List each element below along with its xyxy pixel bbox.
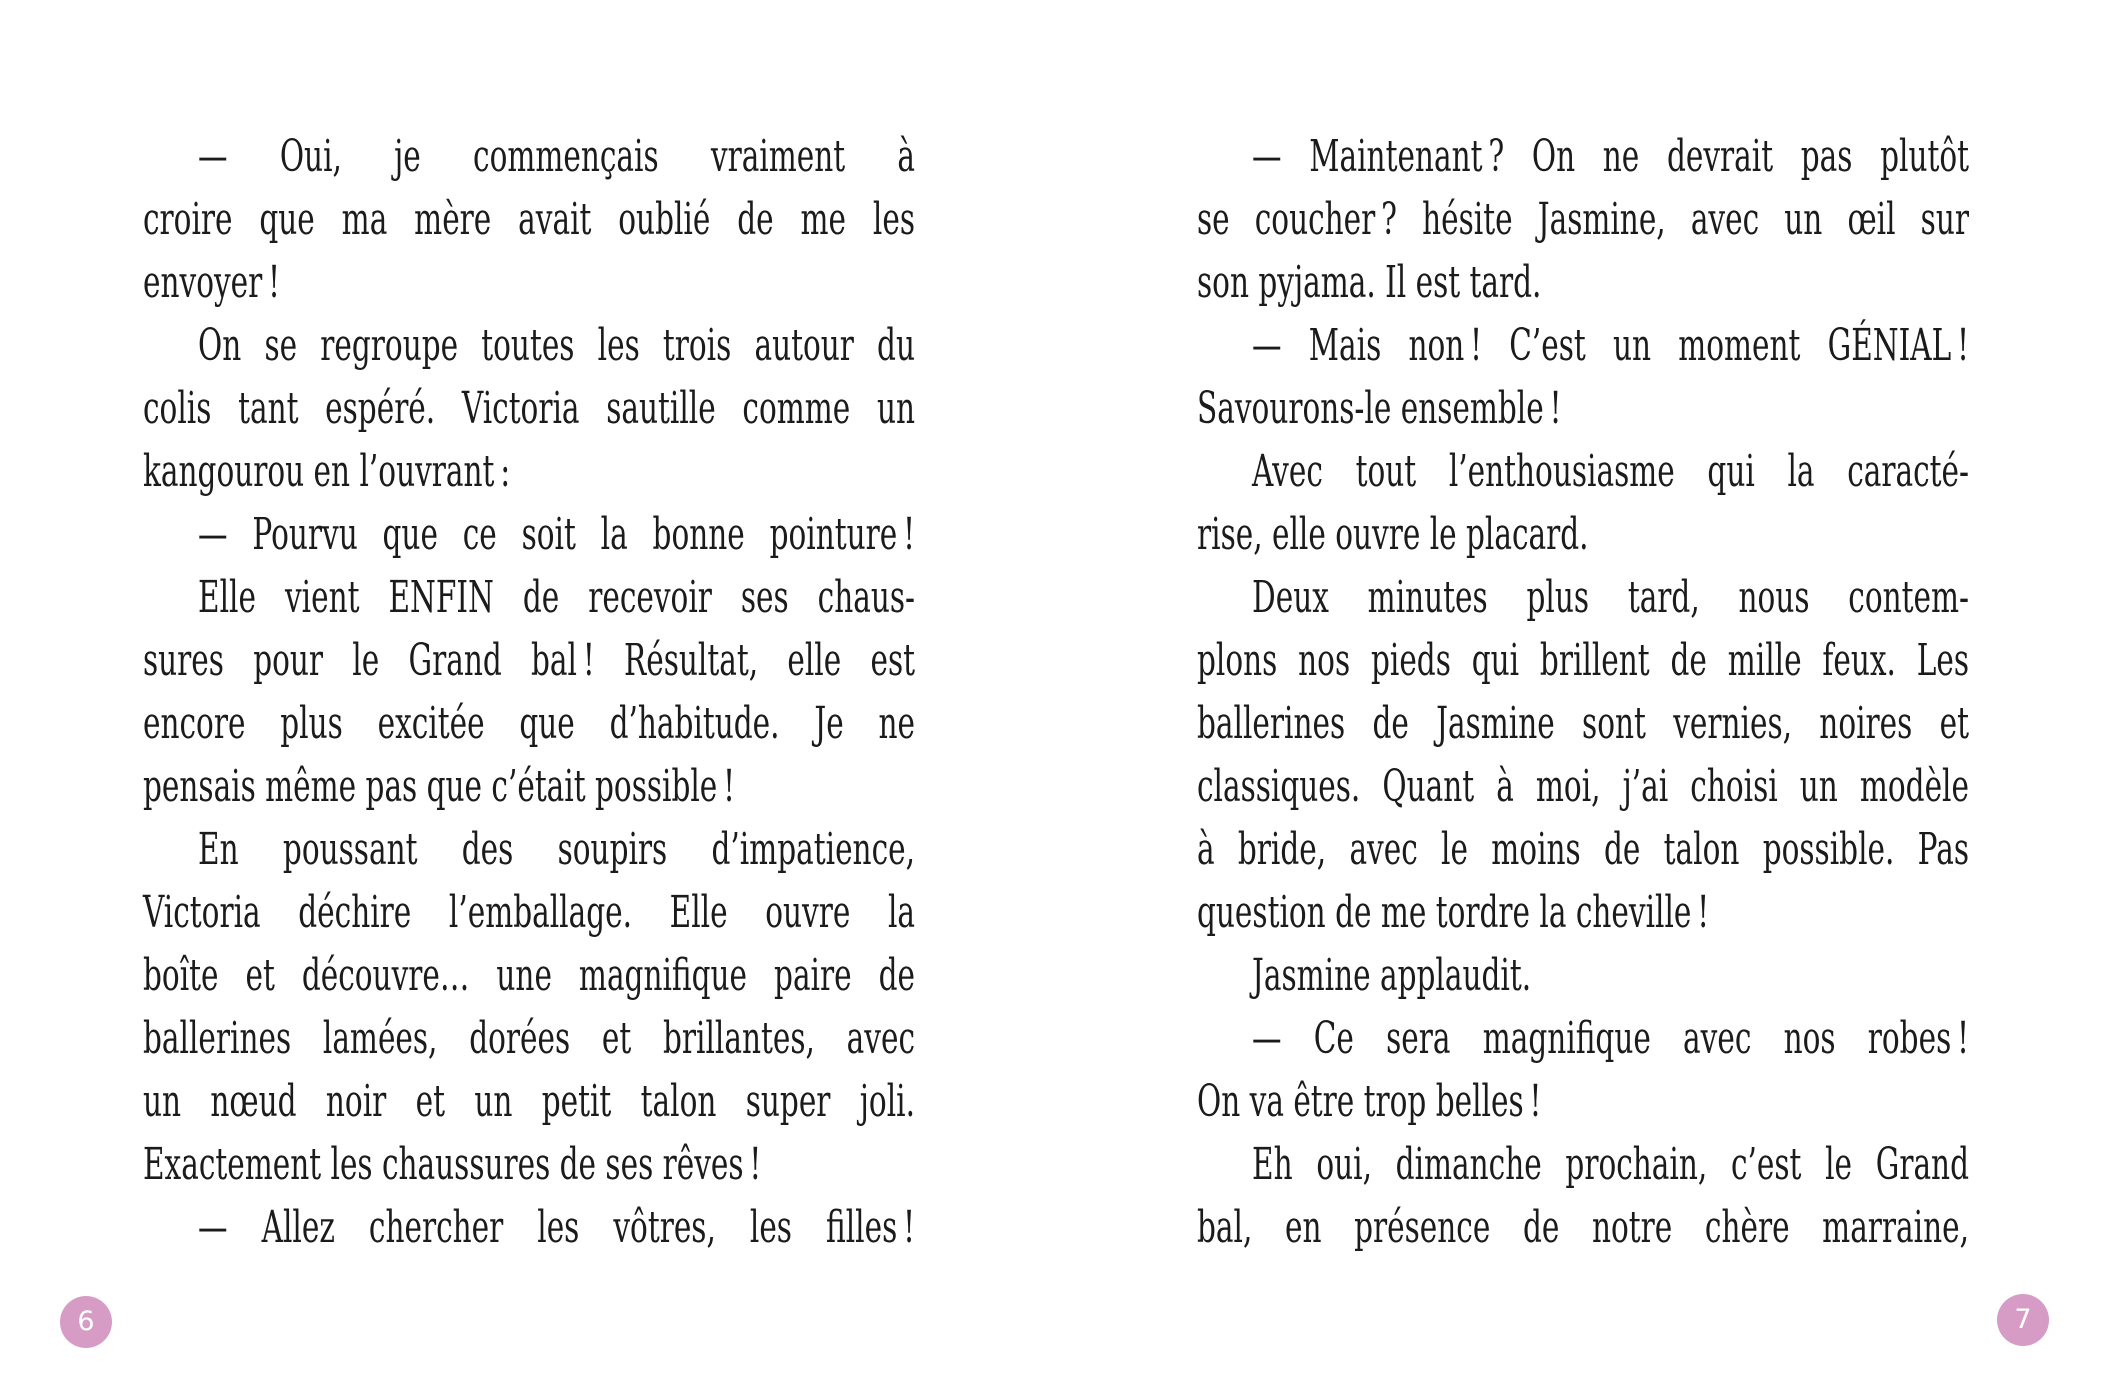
text-line: En poussant des soupirs d’impatience, xyxy=(198,824,915,875)
text-line: kangourou en l’ouvrant : xyxy=(143,446,511,497)
text-line: classiques. Quant à moi, j’ai choisi un modèle xyxy=(1197,761,1969,812)
text-line: pensais même pas que c’était possible ! xyxy=(143,761,736,812)
text-line: ballerines lamées, dorées et brillantes, avec xyxy=(143,1013,915,1064)
text-line: croire que ma mère avait oublié de me les xyxy=(143,194,915,245)
text-line: son pyjama. Il est tard. xyxy=(1197,257,1542,308)
text-line: un nœud noir et un petit talon super joli. xyxy=(143,1076,915,1127)
text-line: colis tant espéré. Victoria sautille comme un xyxy=(143,383,915,434)
text-line: — Pourvu que ce soit la bonne pointure ! xyxy=(198,509,915,560)
text-line: encore plus excitée que d’habitude. Je ne xyxy=(143,698,915,749)
text-line: — Allez chercher les vôtres, les filles ! xyxy=(198,1202,915,1253)
text-line: — Ce sera magnifique avec nos robes ! xyxy=(1252,1013,1969,1064)
text-line: On va être trop belles ! xyxy=(1197,1076,1542,1127)
page-number-badge: 7 xyxy=(1997,1294,2049,1346)
page-text xyxy=(1197,125,1969,1259)
text-line: sures pour le Grand bal ! Résultat, elle est xyxy=(143,635,915,686)
text-line: — Maintenant ? On ne devrait pas plutôt xyxy=(1252,131,1969,182)
text-line: Jasmine applaudit. xyxy=(1252,950,1532,1001)
text-line: Eh oui, dimanche prochain, c’est le Grand xyxy=(1252,1139,1969,1190)
text-line: ballerines de Jasmine sont vernies, noires et xyxy=(1197,698,1969,749)
text-line: envoyer ! xyxy=(143,257,281,308)
page-left xyxy=(0,0,1056,1400)
text-line: Exactement les chaussures de ses rêves ! xyxy=(143,1139,762,1190)
text-line: Deux minutes plus tard, nous contem- xyxy=(1252,572,1969,623)
text-line: Avec tout l’enthousiasme qui la caracté- xyxy=(1252,446,1969,497)
text-line: se coucher ? hésite Jasmine, avec un œil sur xyxy=(1197,194,1969,245)
text-line: bal, en présence de notre chère marraine, xyxy=(1197,1202,1969,1253)
text-line: Savourons-le ensemble ! xyxy=(1197,383,1562,434)
text-line: Elle vient ENFIN de recevoir ses chaus- xyxy=(198,572,915,623)
text-line: On se regroupe toutes les trois autour du xyxy=(198,320,915,371)
text-line: boîte et découvre… une magnifique paire de xyxy=(143,950,915,1001)
text-line: question de me tordre la cheville ! xyxy=(1197,887,1710,938)
page-text xyxy=(143,125,915,1259)
text-line: Victoria déchire l’emballage. Elle ouvre la xyxy=(143,887,915,938)
page-number-badge: 6 xyxy=(60,1296,112,1348)
text-line: — Mais non ! C’est un moment GÉNIAL ! xyxy=(1252,320,1969,371)
page-right xyxy=(1056,0,2113,1400)
text-line: — Oui, je commençais vraiment à xyxy=(198,131,915,182)
text-line: à bride, avec le moins de talon possible. Pas xyxy=(1197,824,1969,875)
text-line: plons nos pieds qui brillent de mille feux. Les xyxy=(1197,635,1969,686)
text-line: rise, elle ouvre le placard. xyxy=(1197,509,1589,560)
